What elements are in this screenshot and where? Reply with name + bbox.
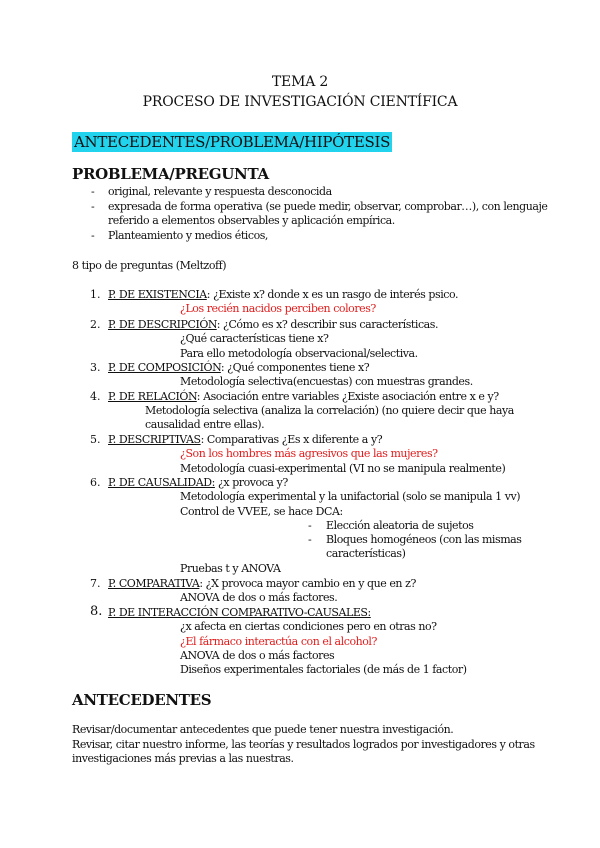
type-1-label: P. DE EXISTENCIA [108, 288, 207, 301]
list-number: 2. [90, 318, 101, 331]
antecedentes-p2-cont: investigaciones más previas a las nuestras. [72, 752, 294, 765]
problema-bullet-2: expresada de forma operativa (se puede medir, observar, comprobar…), con lenguaje [108, 200, 548, 213]
type-1-line [108, 288, 458, 302]
problema-heading: PROBLEMA/PREGUNTA [72, 165, 269, 183]
type-8-line [108, 606, 371, 620]
list-number: 7. [90, 577, 101, 590]
tema-title: TEMA 2 [271, 74, 329, 90]
bullet-dash: - [308, 519, 312, 532]
type-3-line-2: Metodología selectiva(encuestas) con muestras grandes. [180, 375, 473, 388]
tipos-intro: 8 tipo de preguntas (Meltzoff) [72, 259, 227, 272]
type-6-sub-1: Elección aleatoria de sujetos [326, 519, 474, 532]
list-number: 3. [90, 361, 101, 374]
type-7-line-2: ANOVA de dos o más factores. [180, 591, 338, 604]
antecedentes-heading: ANTECEDENTES [72, 691, 212, 709]
type-6-line-4: Pruebas t y ANOVA [180, 562, 281, 575]
type-6-line-2: Metodología experimental y la unifactorial (solo se manipula 1 vv) [180, 490, 521, 503]
list-number: 8. [90, 604, 103, 619]
type-2-label: P. DE DESCRIPCIÓN [108, 318, 217, 331]
bullet-dash: - [308, 533, 312, 546]
antecedentes-p2: Revisar, citar nuestro informe, las teorías y resultados logrados por investigadores y otras [72, 738, 535, 751]
type-8-line-5: Diseños experimentales factoriales (de más de 1 factor) [180, 663, 467, 676]
type-5-label: P. DESCRIPTIVAS [108, 433, 201, 446]
type-4-desc: : Asociación entre variables ¿Existe asociación entre x e y? [196, 390, 499, 403]
type-6-line-3: Control de VVEE, se hace DCA: [180, 505, 343, 518]
type-2-line-2: ¿Qué características tiene x? [180, 332, 329, 345]
section-banner: ANTECEDENTES/PROBLEMA/HIPÓTESIS [74, 133, 391, 151]
type-3-desc: : ¿Qué componentes tiene x? [220, 361, 370, 374]
list-number: 5. [90, 433, 101, 446]
list-number: 6. [90, 476, 101, 489]
type-7-label: P. COMPARATIVA [108, 577, 200, 590]
type-4-line-2: Metodología selectiva (analiza la correlación) (no quiere decir que haya [145, 404, 514, 417]
type-6-label: P. DE CAUSALIDAD: [108, 476, 215, 489]
page-title: PROCESO DE INVESTIGACIÓN CIENTÍFICA [142, 94, 458, 110]
type-3-line [108, 361, 369, 375]
bullet-dash: - [91, 185, 95, 198]
bullet-dash: - [91, 229, 95, 242]
type-6-desc: ¿x provoca y? [214, 476, 288, 489]
type-2-line-3: Para ello metodología observacional/selectiva. [180, 347, 418, 360]
type-8-example: ¿El fármaco interactúa con el alcohol? [180, 635, 377, 648]
type-6-sub-2-cont: características) [326, 547, 406, 560]
type-8-label: P. DE INTERACCIÓN COMPARATIVO-CAUSALES: [108, 606, 371, 619]
problema-bullet-2-cont: referido a elementos observables y aplicación empírica. [108, 214, 395, 227]
list-number: 1. [90, 288, 101, 301]
list-number: 4. [90, 390, 101, 403]
type-1-desc: : ¿Existe x? donde x es un rasgo de interés psico. [206, 288, 459, 301]
type-2-desc: : ¿Cómo es x? describir sus características. [216, 318, 439, 331]
type-8-line-2: ¿x afecta en ciertas condiciones pero en otras no? [180, 620, 437, 633]
type-4-line-3: causalidad entre ellas). [145, 418, 265, 431]
type-4-label: P. DE RELACIÓN [108, 390, 197, 403]
type-7-desc: : ¿X provoca mayor cambio en y que en z? [199, 577, 416, 590]
type-2-line [108, 318, 438, 332]
type-7-line [108, 577, 416, 591]
type-5-desc: : Comparativas ¿Es x diferente a y? [200, 433, 383, 446]
type-3-label: P. DE COMPOSICIÓN [108, 361, 221, 374]
bullet-dash: - [91, 200, 95, 213]
type-5-line-3: Metodología cuasi-experimental (VI no se manipula realmente) [180, 462, 506, 475]
type-4-line [108, 390, 499, 404]
type-6-line [108, 476, 288, 490]
type-1-example: ¿Los recién nacidos perciben colores? [180, 302, 376, 315]
type-6-sub-2: Bloques homogéneos (con las mismas [326, 533, 522, 546]
type-8-line-4: ANOVA de dos o más factores [180, 649, 335, 662]
problema-bullet-1: original, relevante y respuesta desconocida [108, 185, 332, 198]
type-5-line [108, 433, 382, 447]
antecedentes-p1: Revisar/documentar antecedentes que puede tener nuestra investigación. [72, 723, 454, 736]
type-5-example: ¿Son los hombres más agresivos que las mujeres? [180, 447, 438, 460]
problema-bullet-3: Planteamiento y medios éticos, [108, 229, 268, 242]
